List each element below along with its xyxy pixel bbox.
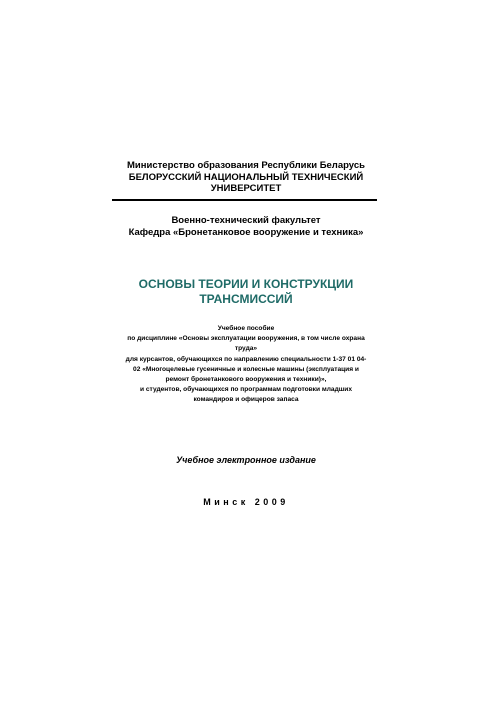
faculty-name: Военно-технический факультет [171,215,321,226]
university-name-line-1: БЕЛОРУССКИЙ НАЦИОНАЛЬНЫЙ ТЕХНИЧЕСКИЙ [128,171,364,183]
title-line-1: ОСНОВЫ ТЕОРИИ И КОНСТРУКЦИИ [138,277,354,291]
description-line: Учебное пособие [217,325,275,332]
document-title [100,277,392,306]
city-year: Минск 2009 [203,497,289,507]
department-name: Кафедра «Бронетанковое вооружение и техника» [128,226,364,238]
ministry-header [115,160,377,195]
university-name-line-2: УНИВЕРСИТЕТ [210,183,282,194]
description-line: по дисциплине «Основы эксплуатации вооружения, в том числе охрана [127,335,365,343]
document-description [110,324,382,406]
description-line: командиров и офицеров запаса [193,396,299,404]
ministry-name: Министерство образования Республики Беларусь [127,160,365,171]
title-line-2: ТРАНСМИССИЙ [199,291,293,306]
header-divider [112,199,377,201]
description-line: ремонт бронетанкового вооружения и техники)», [165,376,327,384]
faculty-block [115,215,377,238]
description-line: 02 «Многоцелевые гусеничные и колесные машины (эксплуатация и [133,365,359,373]
edition-type: Учебное электронное издание [176,455,316,465]
description-line: для курсантов, обучающихся по направлению специальности 1-37 01 04- [125,355,367,363]
description-line: и студентов, обучающихся по программам подготовки младших [140,386,352,394]
description-line: труда» [234,345,258,353]
